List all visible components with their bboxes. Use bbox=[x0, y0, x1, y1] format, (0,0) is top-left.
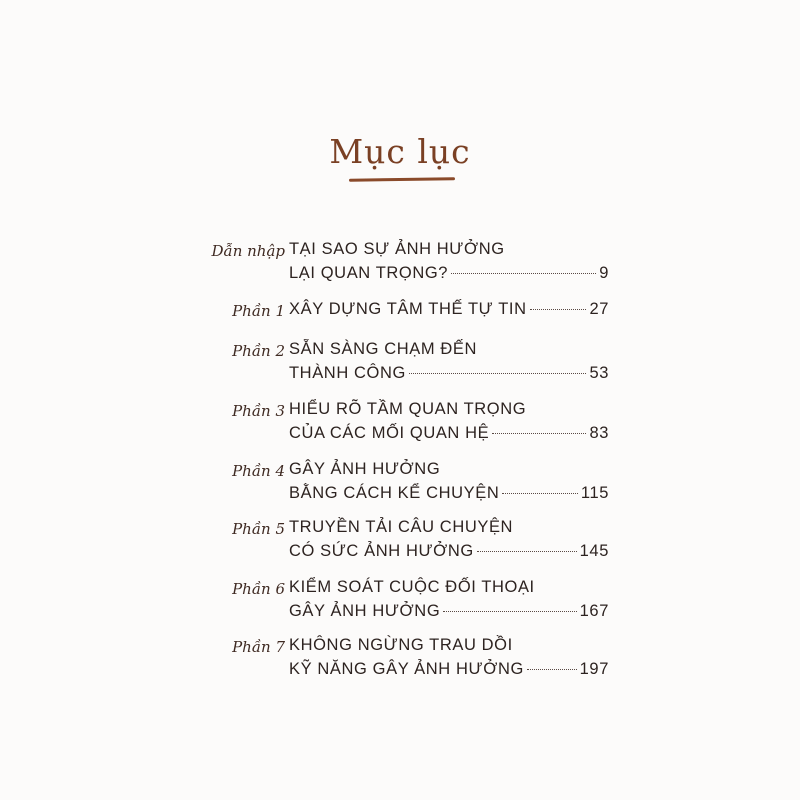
title-underline bbox=[349, 177, 455, 181]
entry-title-line2 bbox=[289, 542, 609, 566]
page-title: Mục lục bbox=[329, 132, 471, 171]
entry-label: Phần 5 bbox=[232, 520, 285, 538]
entry-title-text: TẠI SAO SỰ ẢNH HƯỞNG bbox=[289, 240, 505, 258]
entry-title-line2 bbox=[289, 424, 609, 448]
entry-title-line2 bbox=[289, 602, 609, 626]
entry-title-text: CÓ SỨC ẢNH HƯỞNG bbox=[289, 542, 474, 560]
dot-leader bbox=[527, 669, 577, 670]
dot-leader bbox=[502, 493, 578, 494]
entry-title-text: BẰNG CÁCH KỂ CHUYỆN bbox=[289, 484, 500, 502]
page-number: 9 bbox=[599, 264, 609, 282]
entry-title-line2 bbox=[289, 264, 609, 288]
entry-title-line1 bbox=[289, 636, 609, 660]
dot-leader bbox=[451, 273, 596, 274]
page-number: 167 bbox=[579, 602, 609, 620]
entry-title-line1 bbox=[289, 578, 609, 602]
entry-label: Phần 1 bbox=[232, 302, 285, 320]
entry-title-text: KỸ NĂNG GÂY ẢNH HƯỞNG bbox=[289, 660, 524, 678]
entry-title-line2 bbox=[289, 484, 609, 508]
entry-title-line1 bbox=[289, 400, 609, 424]
page-number: 53 bbox=[589, 364, 609, 382]
entry-title-text: GÂY ẢNH HƯỞNG bbox=[289, 460, 441, 478]
dot-leader bbox=[530, 309, 587, 310]
entry-label: Phần 4 bbox=[232, 462, 285, 480]
entry-title-text: SẴN SÀNG CHẠM ĐẾN bbox=[289, 340, 478, 358]
entry-title-line2 bbox=[289, 660, 609, 684]
entry-title-text: XÂY DỰNG TÂM THẾ TỰ TIN bbox=[289, 300, 527, 318]
entry-title-line1 bbox=[289, 240, 609, 264]
entry-title-line1 bbox=[289, 460, 609, 484]
dot-leader bbox=[443, 611, 576, 612]
entry-title-line1 bbox=[289, 300, 609, 324]
entry-title-text: HIỂU RÕ TẦM QUAN TRỌNG bbox=[289, 400, 527, 418]
entry-label: Phần 2 bbox=[232, 342, 285, 360]
page-number: 27 bbox=[589, 300, 609, 318]
page-number: 115 bbox=[580, 484, 609, 502]
entry-title-text: GÂY ẢNH HƯỞNG bbox=[289, 602, 441, 620]
page-number: 145 bbox=[579, 542, 609, 560]
entry-title-text: CỦA CÁC MỐI QUAN HỆ bbox=[289, 424, 490, 442]
entry-title-line2 bbox=[289, 364, 609, 388]
entry-label: Dẫn nhập bbox=[211, 242, 285, 260]
entry-label: Phần 6 bbox=[232, 580, 285, 598]
entry-label: Phần 3 bbox=[232, 402, 285, 420]
entry-title-text: THÀNH CÔNG bbox=[289, 364, 406, 382]
entry-label: Phần 7 bbox=[232, 638, 285, 656]
entry-title-line1 bbox=[289, 518, 609, 542]
entry-title-line1 bbox=[289, 340, 609, 364]
page-number: 197 bbox=[579, 660, 609, 678]
dot-leader bbox=[492, 433, 586, 434]
entry-title-text: LẠI QUAN TRỌNG? bbox=[289, 264, 449, 282]
dot-leader bbox=[477, 551, 577, 552]
dot-leader bbox=[409, 373, 587, 374]
entry-title-text: KIỂM SOÁT CUỘC ĐỐI THOẠI bbox=[289, 578, 535, 596]
page-number: 83 bbox=[589, 424, 609, 442]
entry-title-text: TRUYỀN TẢI CÂU CHUYỆN bbox=[289, 518, 514, 536]
entry-title-text: KHÔNG NGỪNG TRAU DỒI bbox=[289, 636, 513, 654]
